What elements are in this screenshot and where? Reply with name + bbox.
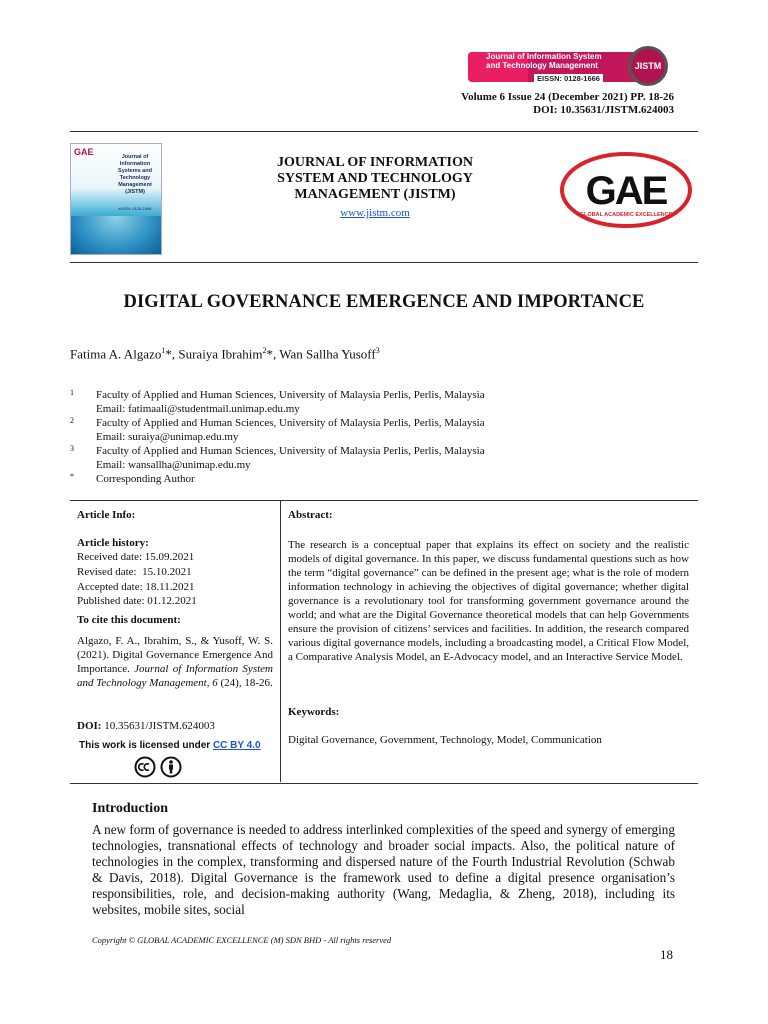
jistm-badge: JISTM [628, 46, 668, 86]
cover-ocean [71, 216, 161, 254]
introduction-heading: Introduction [92, 801, 168, 816]
received-date: Received date: 15.09.2021 [77, 551, 195, 563]
author-name: Wan Sallha Yusoff [279, 346, 376, 362]
published-date: Published date: 01.12.2021 [77, 595, 197, 607]
author-sup: 1 [161, 346, 166, 355]
affiliation-1 [70, 388, 670, 402]
keywords-text: Digital Governance, Government, Technology, Model, Communication [288, 734, 602, 746]
affiliation-3-email [70, 458, 670, 472]
paper-title: DIGITAL GOVERNANCE EMERGENCE AND IMPORTANCE [123, 292, 645, 312]
corresponding-author-note [70, 472, 670, 486]
introduction-text: A new form of governance is needed to address interlinked complexities of the speed and synergy of emerging technologies, transnational effects of technology and broader social impacts. Also, the political nature of technologies in the complex, transforming and dispersed nature of the Fourth Industrial Revolution (Schwab & Davis, 2018). Digital Governance is the framework used to define a digital presence organisation’s responsibilities, role, and decision-making authority (Wang, Medaglia, & Zheng, 2018), including its websites, mobile sites, social [92, 822, 675, 917]
volume-info [461, 91, 674, 117]
affiliation-text: Faculty of Applied and Human Sciences, University of Malaysia Perlis, Perlis, Malaysia [96, 445, 485, 457]
abstract-text: The research is a conceptual paper that explains its effect on society and the realistic models of digital governance. In this paper, we discuss fundamental questions such as how the term “digital governance” can be defined in the present age; what is the role of modern information technology in achieving the objectives of digital governance; whether digital governance is a revolutionary tool for transforming government governance around the world; and what are the Digital Governance theoretical models that can help Governments ensure the provision of citizens’ services and facilities. In addition, the research compared various digital governance models, including a broadcasting model, a Critical Flow Model, a Comparative Analysis Model, an E-Advocacy model, and an Interactive Service Model. [288, 539, 689, 663]
affiliation-text: Faculty of Applied and Human Sciences, University of Malaysia Perlis, Perlis, Malaysia [96, 389, 485, 401]
article-history-heading: Article history: [77, 537, 149, 549]
author-name: Fatima A. Algazo [70, 346, 162, 362]
affiliation-email: Email: wansallha@unimap.edu.my [96, 459, 251, 471]
affiliation-3 [70, 444, 670, 458]
cover-title-line: Management [118, 182, 152, 188]
copyright-footer: Copyright © GLOBAL ACADEMIC EXCELLENCE (M) SDN BHD - All rights reserved [92, 935, 392, 945]
journal-title-line: JOURNAL OF INFORMATION [277, 155, 473, 170]
affiliation-number: 2 [70, 416, 74, 425]
affiliation-1-email [70, 402, 670, 416]
banner-eissn: EISSN: 0128-1666 [534, 74, 603, 83]
affiliation-2-email [70, 430, 670, 444]
license-prefix: This work is licensed under [79, 740, 213, 751]
article-info-heading: Article Info: [77, 509, 136, 521]
abstract-heading: Abstract: [288, 509, 333, 521]
revised-date: Revised date: 15.10.2021 [77, 566, 192, 578]
accepted-date: Accepted date: 18.11.2021 [77, 581, 195, 593]
table-divider [280, 500, 281, 782]
cc-by-icons [134, 756, 186, 778]
citation-journal: Journal of Information System and Technology Management, 6 [77, 663, 273, 689]
journal-banner [468, 44, 672, 90]
volume-issue: Volume 6 Issue 24 (December 2021) PP. 18-26 [461, 91, 674, 103]
attribution-icon [162, 758, 181, 777]
author-separator: *, [165, 346, 179, 362]
affiliation-number: 3 [70, 444, 74, 453]
gae-logo-text: GAE [585, 169, 667, 213]
banner-line-2: and Technology Management [486, 61, 598, 70]
page-number: 18 [660, 947, 673, 962]
author-separator: *, [266, 346, 280, 362]
affiliation-text: Faculty of Applied and Human Sciences, University of Malaysia Perlis, Perlis, Malaysia [96, 417, 485, 429]
header-rule-top [70, 131, 698, 132]
banner-line-1: Journal of Information System [486, 52, 602, 61]
journal-title-line: MANAGEMENT (JISTM) [294, 187, 456, 202]
gae-logo-subtitle: GLOBAL ACADEMIC EXCELLENCE [579, 212, 673, 218]
affiliation-text: Corresponding Author [96, 473, 195, 485]
affiliation-email: Email: fatimaali@studentmail.unimap.edu.my [96, 403, 300, 415]
citation-text [77, 634, 273, 690]
doi-label: DOI: [77, 720, 102, 732]
cover-title-line: Technology [119, 175, 151, 181]
doi-line [77, 719, 215, 733]
citation-plain: Algazo, F. A., Ibrahim, S., & Yusoff, W. S. (2021). Digital Governance Emergence And Importance. [77, 635, 273, 675]
gae-logo [556, 150, 696, 234]
doi-header: DOI: 10.35631/JISTM.624003 [533, 104, 674, 116]
cover-title [111, 154, 159, 196]
author-name: Suraiya Ibrahim [178, 346, 263, 362]
cover-title-line: Journal of [121, 154, 149, 160]
cc-by-license-link[interactable]: CC BY 4.0 [212, 740, 261, 751]
author-sup: 3 [375, 346, 380, 355]
doi-value: 10.35631/JISTM.624003 [101, 720, 215, 732]
affiliation-number: 1 [70, 388, 74, 397]
keywords-heading: Keywords: [288, 706, 340, 718]
journal-cover-image [70, 143, 162, 255]
header-rule-bottom [70, 262, 698, 263]
cover-title-line: (JISTM) [125, 189, 145, 195]
affiliation-number: * [70, 472, 74, 481]
journal-title-line: SYSTEM AND TECHNOLOGY [277, 171, 473, 186]
cover-logo: GAE [74, 147, 94, 157]
citation-tail: (24), 18-26. [217, 677, 273, 689]
cite-heading: To cite this document: [77, 614, 181, 626]
affiliation-2 [70, 416, 670, 430]
license-line [79, 740, 261, 751]
cover-issn: eISSN: 0128-1666 [118, 206, 152, 211]
affiliation-email: Email: suraiya@unimap.edu.my [96, 431, 239, 443]
journal-title [240, 155, 510, 203]
cover-title-line: Systems and [118, 168, 152, 174]
author-sup: 2 [262, 346, 267, 355]
cover-title-line: Information [119, 161, 151, 167]
journal-url-link[interactable]: www.jistm.com [340, 207, 410, 219]
cc-icon [136, 758, 155, 777]
author-list [70, 346, 380, 362]
